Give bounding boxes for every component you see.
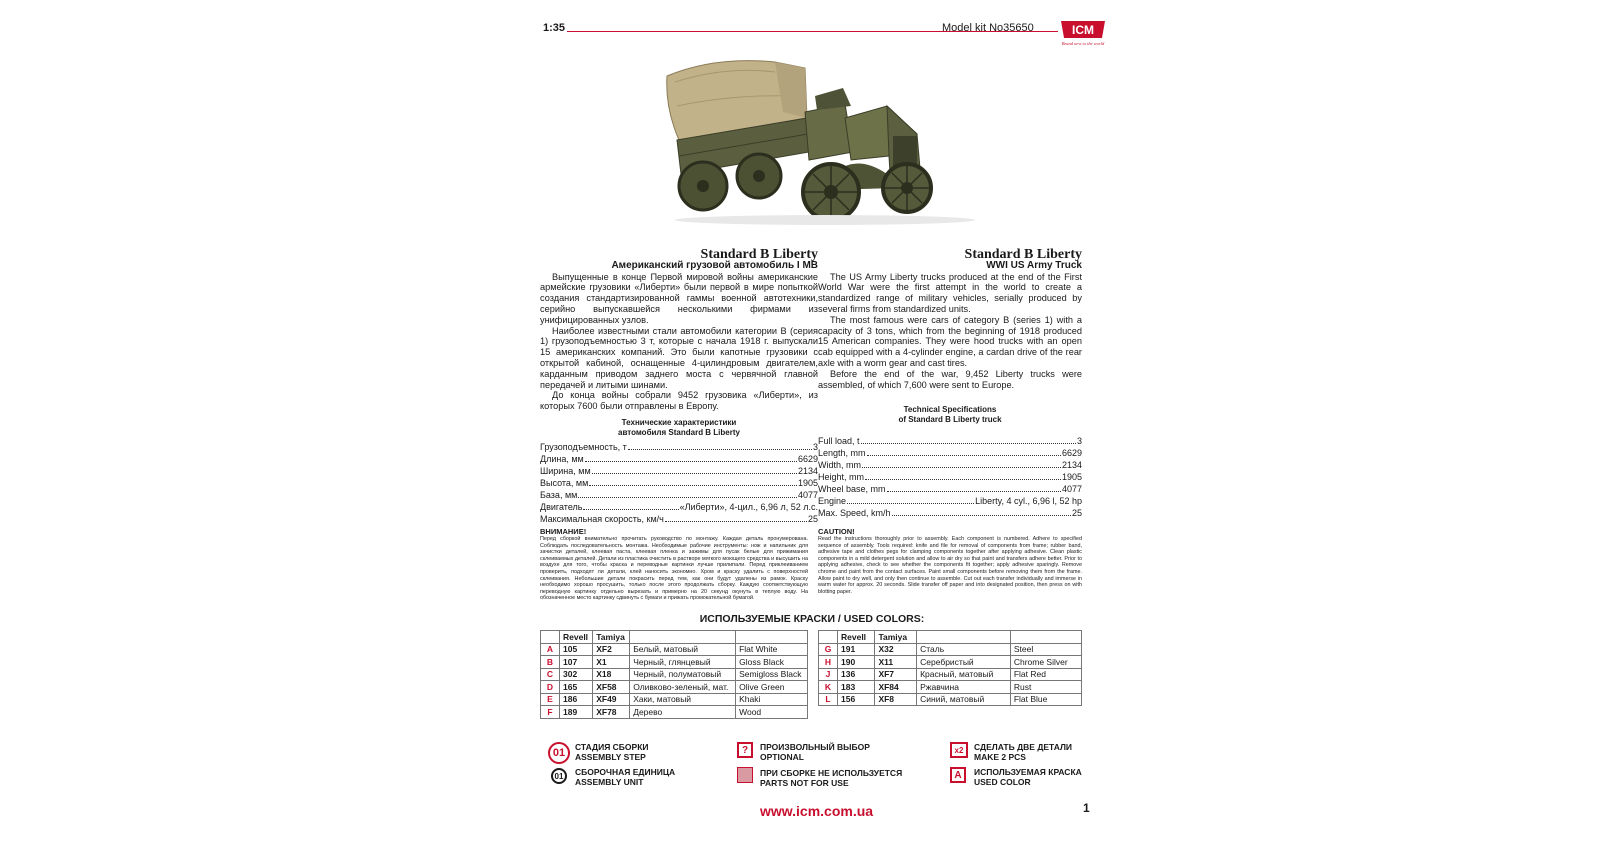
table-row: H 190 X11 Серебристый Chrome Silver: [819, 656, 1082, 669]
legend-unit: СБОРОЧНАЯ ЕДИНИЦА ASSEMBLY UNIT: [575, 767, 676, 787]
ru-spec-row: Грузоподъемность, т 3: [540, 442, 818, 452]
make-two-icon: x2: [950, 742, 968, 758]
en-specs: [818, 405, 1082, 519]
en-paragraph-3: Before the end of the war, 9,452 Liberty trucks were assembled, of which 7,600 were sent to Europe.: [818, 368, 1082, 390]
ru-spec-title-2: автомобиля Standard B Liberty: [618, 428, 740, 437]
en-caution: [818, 527, 1082, 595]
en-subtitle: WWI US Army Truck: [986, 259, 1082, 271]
table-row: K 183 XF84 Ржавчина Rust: [819, 681, 1082, 694]
en-paragraph-2: The most famous were cars of category B (series 1) with a capacity of 3 tons, which from the beginning of 1918 produced 15 American companies. They were hood trucks with an open cab equipped with a 4-cylinder engine, a cardan drive of the rear axle with a worm gear and cast tires.: [818, 314, 1082, 368]
en-caution-title: CAUTION!: [818, 527, 855, 536]
en-paragraph-1: The US Army Liberty trucks produced at the end of the First World War were the first attempt in the world to create a standardized range of military vehicles, serially produced by several firms from standardized units.: [818, 271, 1082, 314]
table-row: G 191 X32 Сталь Steel: [819, 643, 1082, 656]
legend-x2-symbol: [950, 742, 968, 758]
table-row: F 189 XF78 Дерево Wood: [541, 706, 808, 719]
ru-caution: [540, 527, 808, 602]
en-spec-row: Height, mm 1905: [818, 472, 1082, 482]
ru-spec-row: База, мм 4077: [540, 490, 818, 500]
assembly-step-icon: 01: [548, 742, 570, 764]
not-used-swatch-icon: [737, 767, 753, 783]
legend-unit-symbol: [551, 768, 567, 784]
ru-spec-row: Ширина, мм 2134: [540, 466, 818, 476]
legend-step: СТАДИЯ СБОРКИ ASSEMBLY STEP: [575, 742, 649, 762]
website-link[interactable]: www.icm.com.ua: [760, 803, 874, 819]
assembly-unit-icon: 01: [551, 768, 567, 784]
ru-spec-row: Двигатель «Либерти», 4-цил., 6,96 л, 52 л.с.: [540, 502, 818, 512]
page-number: 1: [1083, 801, 1090, 815]
table-row: E 186 XF49 Хаки, матовый Khaki: [541, 693, 808, 706]
table-row: A 105 XF2 Белый, матовый Flat White: [541, 643, 808, 656]
logo-text: ICM: [1072, 23, 1094, 37]
icm-logo: [1058, 18, 1108, 48]
scale-label: 1:35: [543, 22, 566, 34]
truck-illustration: [655, 48, 985, 228]
en-spec-title-1: Technical Specifications: [903, 405, 997, 414]
ru-spec-row: Высота, мм 1905: [540, 478, 818, 488]
ru-caution-text: Перед сборкой внимательно прочитать руководство по монтажу. Каждая деталь пронумерована. Соблюдать последовательность монтажа. Необходимые рабочие инструменты: нож и напильник для зачистки деталей, клеевая паста, клеевая пленка и зажимы для пусак белые для прижимания склеиваемых деталей. Детали из пластика очистить в растворе мягкого моющего средства и высушить на воздухе для того, чтобы краска и переводные картинки лучше прилипали. Перед приклеиванием проверить, подходят ли детали, клей наносить экономно. Хром и краску удалить с поверхностей склеивания. Небольшие детали покрасить перед тем, как они будут удалены из рамок. Краску необходимо хорошо просушить, только после этого продолжать сборку. Каждую соответствующую переводную картинку отдельно вырезать и примерно на 20 секунд окунуть в теплую воду. На обозначенное место картинку сдвинуть с бумаги и прижать промокательной бумагой.: [540, 536, 808, 602]
table-row: B 107 X1 Черный, глянцевый Gloss Black: [541, 656, 808, 669]
table-row: L 156 XF8 Синий, матовый Flat Blue: [819, 693, 1082, 706]
ru-title: Standard B Liberty: [700, 247, 818, 262]
colors-table-right: [818, 630, 1082, 706]
ru-spec-row: Максимальная скорость, км/ч 25: [540, 514, 818, 524]
table-row: J 136 XF7 Красный, матовый Flat Red: [819, 668, 1082, 681]
ru-paragraph-3: До конца войны собрали 9452 грузовика «Либерти», из которых 7600 были отправлены в Европу.: [540, 390, 818, 412]
table-row: D 165 XF58 Оливково-зеленый, мат. Olive Green: [541, 681, 808, 694]
legend-color-symbol: [950, 767, 966, 783]
colors-table-left: [540, 630, 808, 719]
used-colors-title: ИСПОЛЬЗУЕМЫЕ КРАСКИ / USED COLORS:: [699, 613, 925, 625]
table-header-row: Revell Tamiya: [819, 631, 1082, 644]
en-title: Standard B Liberty: [964, 247, 1082, 262]
en-spec-row: Full load, t 3: [818, 436, 1082, 446]
en-spec-row: Engine Liberty, 4 cyl., 6,96 l, 52 hp: [818, 496, 1082, 506]
legend-optional-symbol: [737, 742, 753, 758]
table-header-row: Revell Tamiya: [541, 631, 808, 644]
en-spec-row: Max. Speed, km/h 25: [818, 508, 1082, 518]
optional-icon: ?: [737, 742, 753, 758]
en-spec-title-2: of Standard B Liberty truck: [898, 415, 1002, 424]
ru-paragraph-1: Выпущенные в конце Первой мировой войны американские армейские грузовики «Либерти» были первой в мире попыткой создания стандартизированной гаммы военной автотехники, серийно выпускавшейся несколькими фирмами из унифицированных узлов.: [540, 271, 818, 325]
used-color-icon: A: [950, 767, 966, 783]
en-spec-row: Length, mm 6629: [818, 448, 1082, 458]
en-spec-row: Width, mm 2134: [818, 460, 1082, 470]
legend-x2: СДЕЛАТЬ ДВЕ ДЕТАЛИ MAKE 2 PCS: [974, 742, 1073, 762]
ru-caution-title: ВНИМАНИЕ!: [540, 527, 587, 536]
ru-spec-title-1: Технические характеристики: [621, 418, 737, 427]
legend-step-symbol: [548, 742, 570, 764]
model-kit-number: Model kit No35650: [942, 22, 1034, 34]
legend-color: ИСПОЛЬЗУЕМАЯ КРАСКА USED COLOR: [974, 767, 1082, 787]
en-spec-row: Wheel base, mm 4077: [818, 484, 1082, 494]
legend-not-used: ПРИ СБОРКЕ НЕ ИСПОЛЬЗУЕТСЯ PARTS NOT FOR USE: [760, 768, 903, 788]
legend-optional: ПРОИЗВОЛЬНЫЙ ВЫБОР OPTIONAL: [760, 742, 870, 762]
ru-column: [540, 247, 818, 412]
ru-spec-row: Длина, мм 6629: [540, 454, 818, 464]
ru-specs: [540, 418, 818, 525]
en-caution-text: Read the instructions thoroughly prior to assembly. Each component is numbered. Adhere to specified sequence of assembly. Tools required: knife and file for removal of components from frame; rubber band, adhesive tape and clothes pegs for clamping components together after applying adhesive. Clean plastic components in a mild detergent solution and allow to air dry so that paint and transfers adhere better. Prior to applying adhesive, check to see whether the components fit together; apply adhesive sparingly. Remove chrome and paint from the contact surfaces. Paint small components before removing them from the frame. Allow paint to dry well, and only then continue to assemble. Cut out each transfer individually and immerse in warm water for approx. 20 seconds. Slide transfer off paper and into designated position, then press on with blotting paper.: [818, 536, 1082, 595]
table-row: C 302 X18 Черный, полуматовый Semigloss Black: [541, 668, 808, 681]
en-column: [818, 247, 1082, 390]
logo-tagline: Brand new to the world: [1061, 41, 1105, 46]
ru-subtitle: Американский грузовой автомобиль I MB: [611, 259, 818, 271]
ru-paragraph-2: Наиболее известными стали автомобили категории В (серия 1) грузоподъемностью 3 т, которые с начала 1918 г. выпускали 15 американских компаний. Это были капотные грузовики с открытой кабиной, оснащенные 4-цилиндровым двигателем, карданным приводом заднего моста с червячной главной передачей и литыми шинами.: [540, 325, 818, 390]
